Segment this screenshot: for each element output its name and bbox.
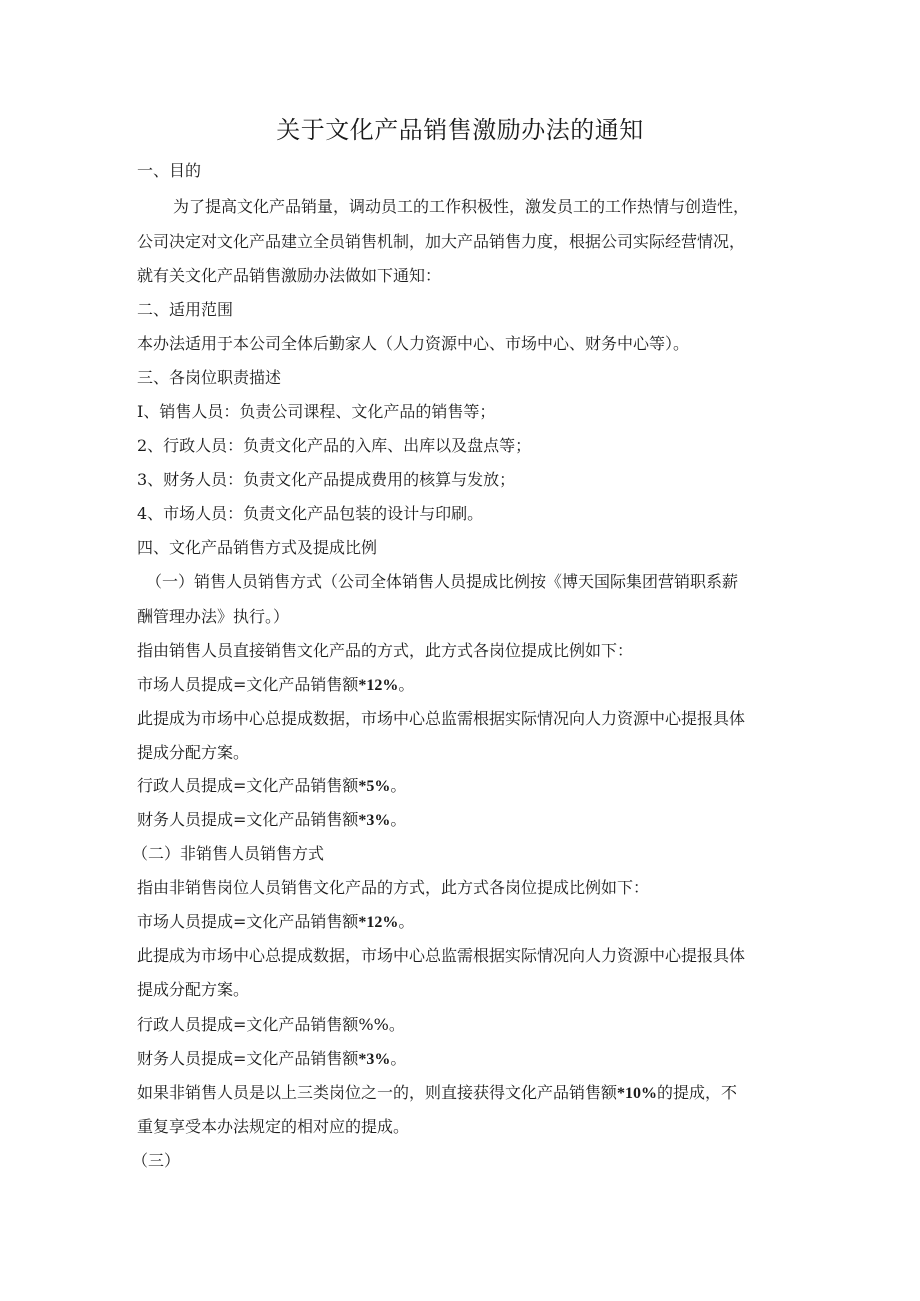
nonsales-finance-rate: [137, 1047, 406, 1072]
duty-item-finance: 3、财务人员：负责文化产品提成费用的核算与发放；: [137, 470, 516, 489]
subsection-heading-nonsales: （二）非销售人员销售方式: [132, 844, 325, 863]
rate-end: 。: [390, 1049, 407, 1068]
sales-admin-rate: [137, 774, 406, 799]
extra-text-b: 的提成，不: [657, 1083, 738, 1102]
sales-finance-rate: [137, 808, 406, 833]
rate-percentage: *5%: [358, 778, 391, 795]
subsection-heading-third: （三）: [132, 1151, 181, 1170]
subsection-heading-sales-l1: （一）销售人员销售方式（公司全体销售人员提成比例按《博天国际集团营销职系薪: [146, 572, 739, 591]
duty-item-market: 4、市场人员：负责文化产品包装的设计与印刷。: [137, 504, 484, 523]
nonsales-admin-rate: 行政人员提成=文化产品销售额%%。: [137, 1015, 405, 1034]
rate-percentage: *12%: [358, 914, 399, 931]
purpose-paragraph-line-1: 为了提高文化产品销量，调动员工的工作积极性，激发员工的工作热情与创造性，: [173, 197, 750, 216]
nonsales-intro: 指由非销售岗位人员销售文化产品的方式，此方式各岗位提成比例如下：: [137, 878, 650, 897]
rate-end: 。: [398, 675, 415, 694]
rate-percentage: *3%: [358, 812, 391, 829]
duty-item-admin: 2、行政人员：负责文化产品的入库、出库以及盘点等；: [137, 436, 532, 455]
nonsales-market-rate: [137, 910, 414, 935]
extra-text-a: 如果非销售人员是以上三类岗位之一的，则直接获得文化产品销售额: [137, 1083, 618, 1102]
document-title: 关于文化产品销售激励办法的通知: [276, 116, 644, 144]
rate-label: 财务人员提成=文化产品销售额: [137, 1049, 359, 1068]
rate-percentage: *10%: [617, 1085, 658, 1102]
nonsales-extra-l1: [137, 1081, 737, 1106]
section-heading-commission: 四、文化产品销售方式及提成比例: [137, 538, 378, 557]
scope-paragraph: 本办法适用于本公司全体后勤家人（人力资源中心、市场中心、财务中心等）。: [137, 334, 690, 353]
sales-intro: 指由销售人员直接销售文化产品的方式，此方式各岗位提成比例如下：: [137, 641, 634, 660]
rate-label: 财务人员提成=文化产品销售额: [137, 810, 359, 829]
rate-label: 市场人员提成=文化产品销售额: [137, 912, 359, 931]
duty-item-sales: I、销售人员：负责公司课程、文化产品的销售等；: [137, 402, 496, 421]
sales-market-note-l1: 此提成为市场中心总提成数据，市场中心总监需根据实际情况向人力资源中心提报具体: [137, 709, 746, 728]
nonsales-market-note-l1: 此提成为市场中心总提成数据，市场中心总监需根据实际情况向人力资源中心提报具体: [137, 946, 746, 965]
sales-market-rate: [137, 673, 414, 698]
rate-end: 。: [390, 810, 407, 829]
section-heading-scope: 二、适用范围: [137, 300, 234, 319]
subsection-heading-sales-l2: 酬管理办法》执行。）: [137, 607, 290, 626]
nonsales-extra-l2: 重复享受本办法规定的相对应的提成。: [137, 1117, 410, 1136]
nonsales-market-note-l2: 提成分配方案。: [137, 980, 250, 999]
section-heading-purpose: 一、目的: [137, 161, 202, 180]
rate-end: 。: [398, 912, 415, 931]
rate-label: 市场人员提成=文化产品销售额: [137, 675, 359, 694]
purpose-paragraph-line-3: 就有关文化产品销售激励办法做如下通知：: [137, 266, 442, 285]
rate-label: 行政人员提成=文化产品销售额: [137, 776, 359, 795]
purpose-paragraph-line-2: 公司决定对文化产品建立全员销售机制，加大产品销售力度，根据公司实际经营情况，: [137, 232, 746, 251]
rate-percentage: *12%: [358, 677, 399, 694]
section-heading-duties: 三、各岗位职责描述: [137, 368, 282, 387]
rate-end: 。: [390, 776, 407, 795]
rate-percentage: *3%: [358, 1051, 391, 1068]
sales-market-note-l2: 提成分配方案。: [137, 743, 250, 762]
